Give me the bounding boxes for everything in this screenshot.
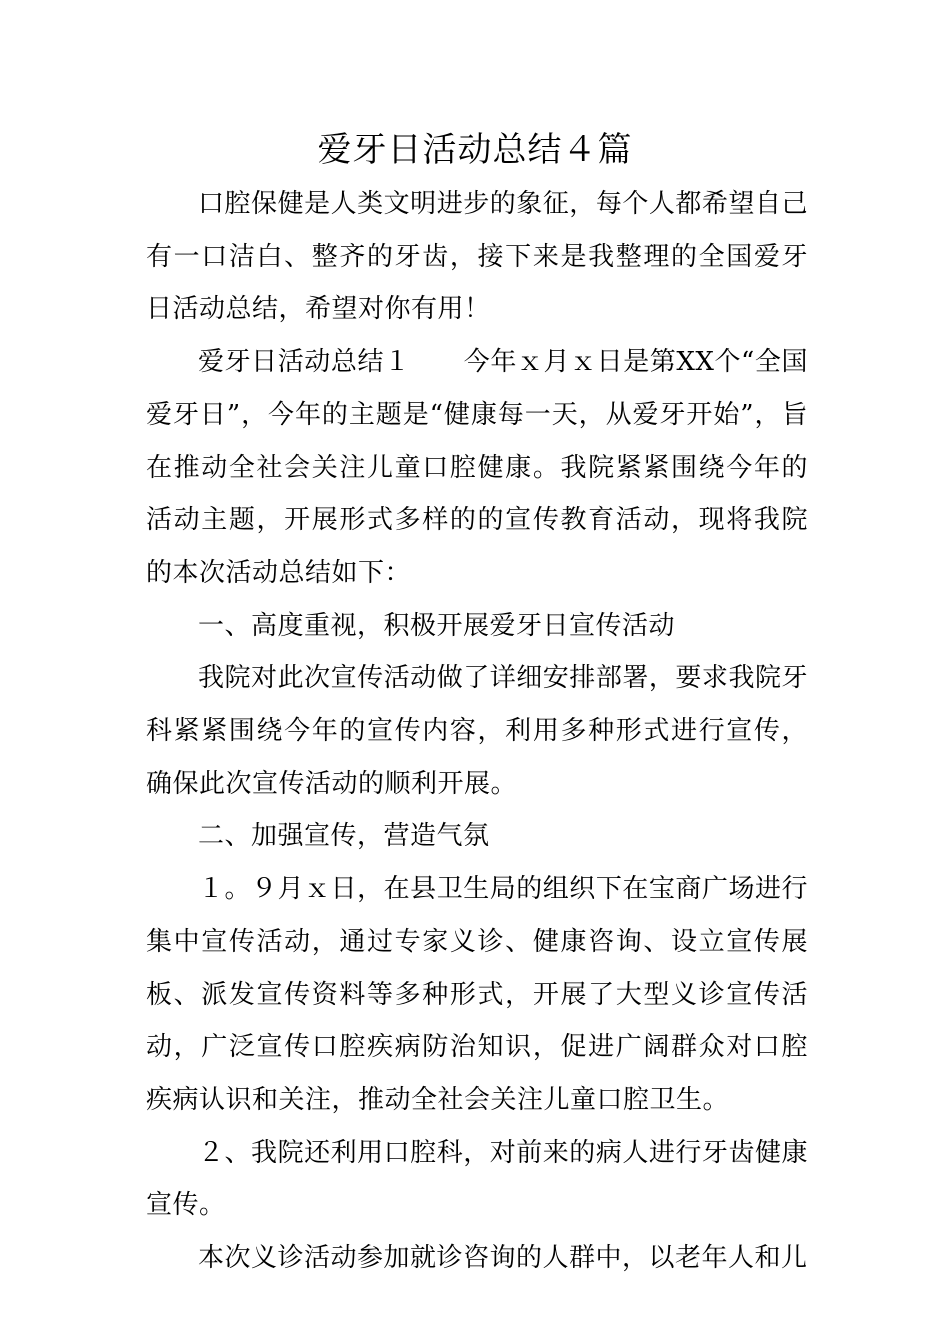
section-heading-1: 一、高度重视，积极开展爱牙日宣传活动: [198, 610, 676, 641]
document-title: 爱牙日活动总结４篇: [317, 130, 633, 170]
section-heading-2: 二、加强宣传，营造气氛: [198, 821, 490, 852]
paragraph-summary-1: 爱牙日活动总结１ 今年ｘ月ｘ日是第XX个“全国爱牙日”，今年的主题是“健康每一天，从爱牙开始”，旨在推动全社会关注儿童口腔健康。我院紧紧围绕今年的活动主题，开展形式多样的的宣传教育活动，现将我院的本次活动总结如下：: [146, 347, 808, 588]
document-body: [146, 178, 808, 1285]
paragraph-item-2: ２、我院还利用口腔科，对前来的病人进行牙齿健康宣传。: [146, 1137, 808, 1221]
paragraph-clinic: 本次义诊活动参加就诊咨询的人群中，以老年人和儿: [198, 1243, 808, 1274]
paragraph-intro: 口腔保健是人类文明进步的象征，每个人都希望自己有一口洁白、整齐的牙齿，接下来是我整理的全国爱牙日活动总结，希望对你有用！: [146, 189, 808, 325]
paragraph-item-1: １。９月ｘ日，在县卫生局的组织下在宝商广场进行集中宣传活动，通过专家义诊、健康咨询、设立宣传展板、派发宣传资料等多种形式，开展了大型义诊宣传活动，广泛宣传口腔疾病防治知识，促进广阔群众对口腔疾病认识和关注，推动全社会关注儿童口腔卫生。: [146, 874, 808, 1115]
paragraph-section-1: 我院对此次宣传活动做了详细安排部署，要求我院牙科紧紧围绕今年的宣传内容，利用多种形式进行宣传，确保此次宣传活动的顺利开展。: [146, 663, 808, 799]
